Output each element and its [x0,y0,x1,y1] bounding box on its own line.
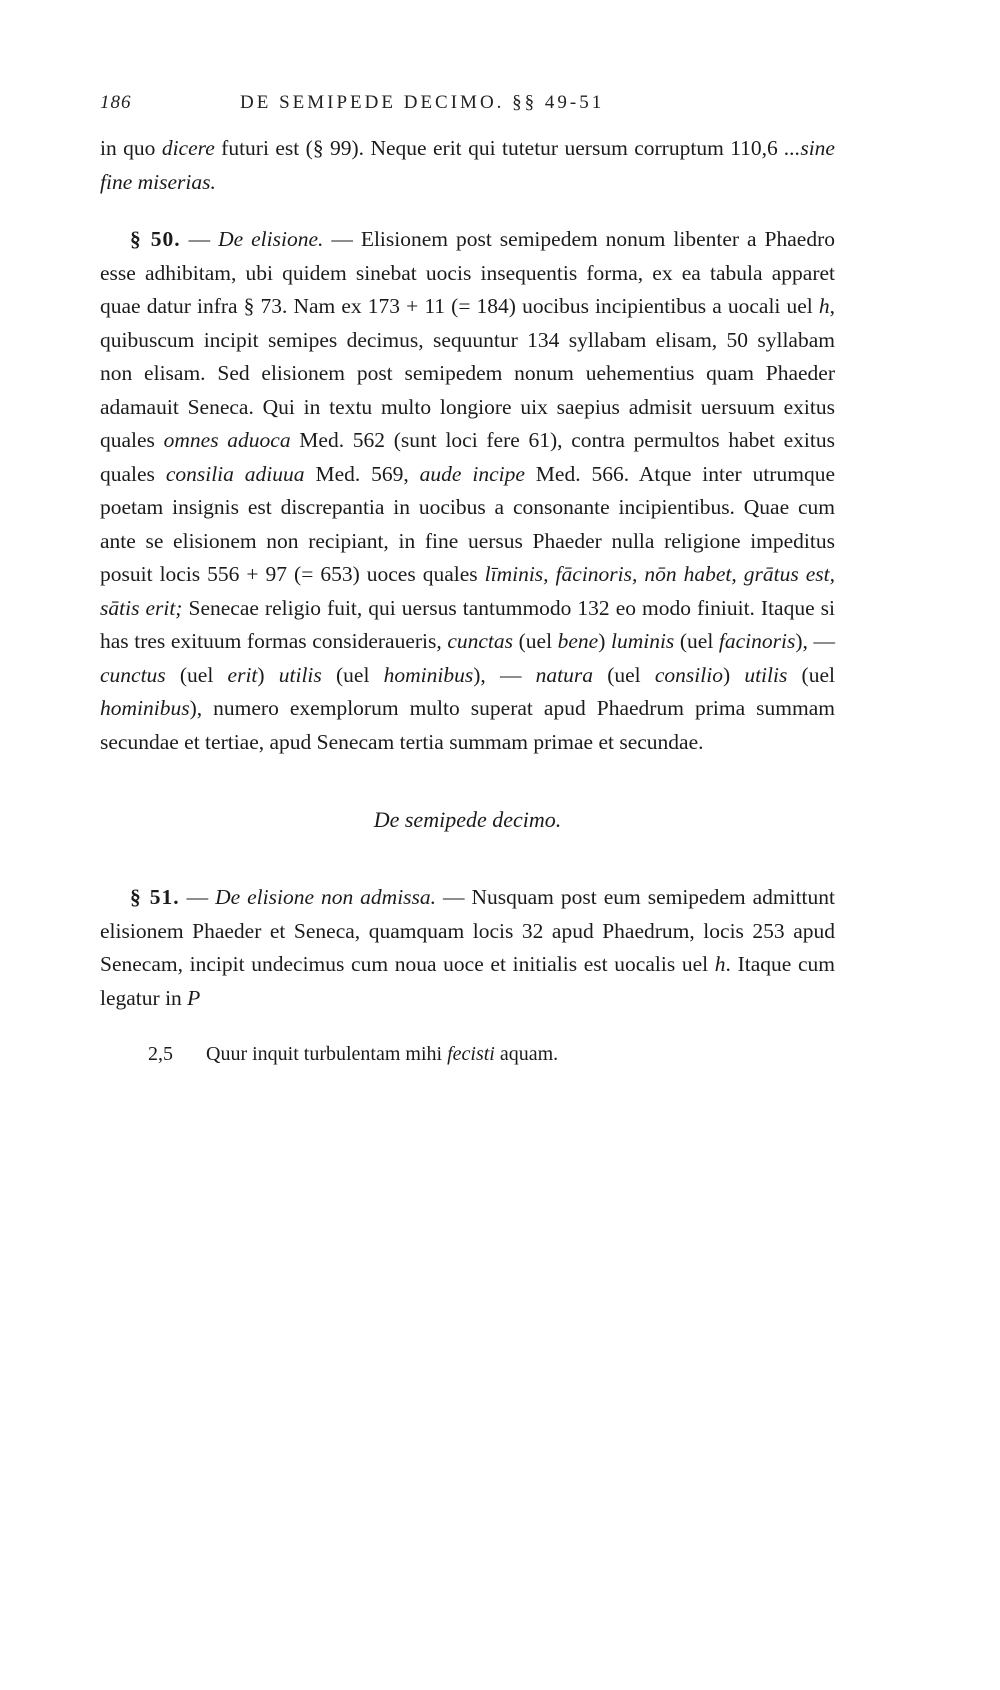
text: ), numero exemplorum multo superat apud Phaedrum prima summam secundae et tertiae, apud Senecam tertia summam primae et secundae. [100,696,835,754]
italic-text: utilis [744,662,788,687]
text: — Elisionem post semipedem nonum libenter a Phaedro esse adhibitam, ubi quidem sinebat uocis insequentis forma, ex ea tabula apparet quae datur infra § 73. Nam ex 173 + 11 (= 184) uocibus incipientibus a uocali uel [100,227,835,318]
text: ) [722,662,745,687]
italic-text: facinoris [718,629,796,653]
text: — [180,227,219,251]
italic-text: cunctus [100,662,166,687]
italic-text: fecisti [447,1043,495,1065]
italic-text: consilia adiuua [165,461,305,486]
italic-text: natura [535,662,594,687]
italic-text: hominibus [100,696,190,720]
italic-text: luminis [610,629,675,653]
section-50 [100,223,835,759]
text: — Nusquam post eum semipedem admittunt elisionem Phaeder et Seneca, quamquam locis 32 apud Phaedrum, locis 253 apud Senecam, incipit undecimus cum noua uoce et initialis est uocalis uel [100,885,835,976]
text: Senecae religio fuit, qui uersus tantummodo 132 eo modo finiuit. Itaque si has tres exituum formas consideraueris, [100,595,836,653]
text: , quibuscum incipit semipes decimus, sequuntur 134 syllabam elisam, 50 syllabam non elisam. Sed elisionem post semipedem nonum uehementius quam Phaeder adamauit Seneca. Qui in textu multo longiore uix saepius admisit uersuum exitus quales [100,294,835,452]
text: ), — [795,629,835,653]
page [100,92,835,1066]
text: — [179,885,216,909]
text: (uel [165,662,228,687]
text: futuri est (§ 99). Neque erit qui tutetur uersum corruptum 110,6 [214,136,785,160]
text: ) [598,629,611,653]
italic-text: bene [557,629,599,653]
italic-text: cunctas [447,629,514,653]
text: (uel [321,662,384,687]
text: . Itaque cum legatur in [100,952,835,1010]
text: (uel [513,629,558,653]
italic-text: utilis [278,662,322,687]
section-51 [100,881,835,1015]
italic-text: aude incipe [419,461,525,486]
text: (uel [787,662,835,687]
running-header [100,92,835,132]
chapter-heading: De semipede decimo. [373,807,562,832]
text: in quo [100,136,162,160]
text: Med. 566. Atque inter utrumque poetam insignis est discrepantia in uocibus a consonante incipientibus. Quae cum ante se elisionem non recipiant, in fine uersus Phaeder nulla religione impeditus posuit locis 556 + 97 (= 653) uoces quales [100,461,835,586]
section-number: § 50. [130,227,181,251]
text: (uel [593,662,655,687]
text: aquam. [494,1043,559,1065]
text: Quur inquit turbulentam mihi [206,1043,448,1065]
italic-text: h [818,294,830,318]
running-title: DE SEMIPEDE DECIMO. §§ 49-51 [240,92,605,113]
section-number: § 51. [130,885,180,909]
text: ), — [473,662,536,687]
italic-text: omnes aduoca [163,428,291,452]
italic-text: P [187,985,201,1010]
italic-text: erit [227,662,258,687]
text: ) [257,662,279,687]
intro-paragraph [100,132,835,199]
section-title: De elisione. [218,227,324,251]
italic-text: h [714,952,726,976]
italic-text: hominibus [383,662,474,687]
text: (uel [674,629,719,653]
italic-text: ...sine fine miserias. [100,136,835,194]
text: Med. 569, [304,461,420,486]
italic-text: consilio [654,662,723,687]
italic-text: līminis, fācinoris, nōn habet, grātus est, sātis erit; [100,562,835,620]
verse-reference: 2,5 [148,1043,173,1065]
section-title: De elisione non admissa. [215,885,437,909]
italic-text: dicere [161,136,215,160]
page-number: 186 [100,92,132,113]
text: Med. 562 (sunt loci fere 61), contra permultos habet exitus quales [100,428,835,486]
quoted-verse [100,1043,835,1066]
